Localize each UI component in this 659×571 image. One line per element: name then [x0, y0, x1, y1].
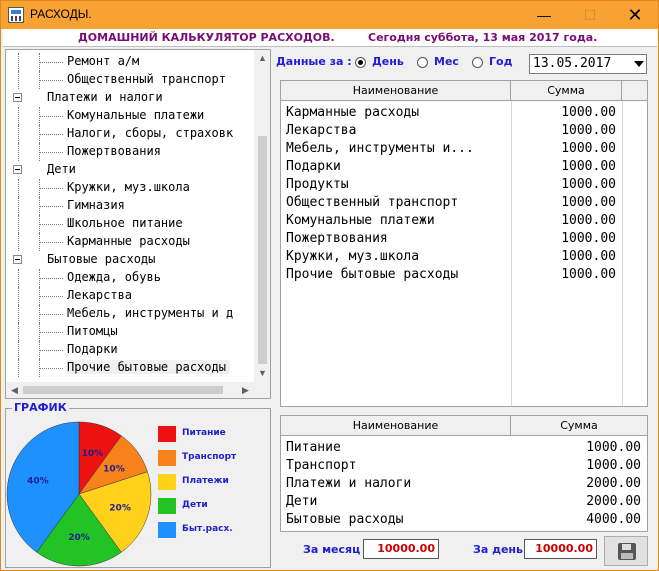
detail-table[interactable] [280, 80, 648, 407]
cell-name: Питание [286, 440, 341, 455]
tree-line [39, 80, 63, 81]
tree-line [39, 188, 63, 189]
summary-table[interactable] [280, 415, 648, 532]
pie-chart [6, 409, 156, 569]
tree-item[interactable] [6, 107, 254, 125]
tree-item[interactable] [6, 287, 254, 305]
tree-line [39, 242, 63, 243]
tree-item[interactable] [6, 215, 254, 233]
legend-label: Быт.расх. [182, 524, 233, 534]
radio-day[interactable] [355, 57, 366, 68]
tree-line [18, 143, 19, 161]
tree-item[interactable] [6, 71, 254, 89]
tree-item[interactable] [6, 233, 254, 251]
tree-line [18, 341, 19, 359]
chevron-down-icon[interactable] [634, 61, 644, 67]
cell-sum: 4000.00 [586, 512, 641, 527]
save-button[interactable] [604, 536, 648, 566]
column-header-sum[interactable]: Сумма [511, 81, 622, 101]
table-row[interactable] [281, 457, 647, 475]
tree-vertical-scrollbar[interactable] [254, 50, 271, 382]
category-tree[interactable] [5, 49, 271, 399]
tree-line [18, 125, 19, 143]
minimize-button[interactable]: — [537, 7, 551, 23]
window-title: РАСХОДЫ. [30, 7, 92, 21]
tree-horizontal-scrollbar[interactable] [6, 382, 254, 398]
graph-title: ГРАФИК [14, 401, 67, 414]
tree-line [18, 233, 19, 251]
legend-swatch [158, 498, 176, 514]
cell-sum: 1000.00 [561, 231, 616, 246]
cell-name: Подарки [286, 159, 341, 174]
tree-line [18, 197, 19, 215]
tree-line [18, 179, 19, 197]
tree-item-label: Одежда, обувь [67, 270, 161, 284]
tree-line [18, 287, 19, 305]
tree-line [39, 134, 63, 135]
column-header-name[interactable]: Наименование [281, 416, 511, 436]
tree-item-label: Налоги, сборы, страховк [67, 126, 234, 140]
tree-item-label: Дети [47, 162, 76, 176]
tree-item-label: Питомцы [67, 324, 118, 338]
table-row[interactable] [281, 493, 647, 511]
column-header-sum[interactable]: Сумма [560, 419, 598, 432]
table-row[interactable] [281, 511, 647, 529]
day-total-label: За день [473, 543, 523, 556]
tree-item[interactable] [6, 269, 254, 287]
cell-name: Прочие бытовые расходы [286, 267, 459, 282]
table-row[interactable] [281, 140, 647, 158]
tree-line [18, 305, 19, 323]
tree-item[interactable] [6, 125, 254, 143]
tree-item-label: Пожертвования [67, 144, 161, 158]
cell-name: Пожертвования [286, 231, 388, 246]
tree-item[interactable] [6, 143, 254, 161]
legend-label: Транспорт [182, 452, 237, 462]
tree-item-label: Кружки, муз.школа [67, 180, 190, 194]
tree-line [39, 350, 63, 351]
legend-swatch [158, 426, 176, 442]
legend-swatch [158, 474, 176, 490]
table-row[interactable] [281, 266, 647, 284]
tree-line [39, 62, 63, 63]
scroll-left-icon[interactable]: ◀ [11, 385, 18, 395]
tree-item[interactable] [6, 53, 254, 71]
summary-table-header [281, 416, 647, 436]
pie-slice-label: 20% [68, 533, 90, 544]
tree-line [39, 278, 63, 279]
day-total-value: 10000.00 [524, 539, 597, 559]
cell-sum: 2000.00 [586, 494, 641, 509]
table-row[interactable] [281, 475, 647, 493]
cell-name: Дети [286, 494, 318, 509]
calculator-icon [8, 7, 24, 23]
tree-item-label: Подарки [67, 342, 118, 356]
pie-slice-label: 10% [81, 448, 104, 459]
tree-item[interactable] [6, 89, 254, 107]
tree-item[interactable] [6, 359, 254, 377]
legend-swatch [158, 450, 176, 466]
collapse-icon[interactable] [13, 255, 22, 264]
close-button[interactable]: ✕ [627, 5, 643, 25]
legend-swatch [158, 522, 176, 538]
legend-label: Платежи [182, 476, 229, 486]
tree-item-label: Школьное питание [67, 216, 183, 230]
table-row[interactable] [281, 230, 647, 248]
cell-sum: 1000.00 [561, 159, 616, 174]
collapse-icon[interactable] [13, 165, 22, 174]
tree-item-label: Карманные расходы [67, 234, 190, 248]
cell-sum: 1000.00 [561, 249, 616, 264]
tree-line [39, 152, 63, 153]
tree-item-label: Общественный транспорт [67, 72, 226, 86]
tree-item[interactable] [6, 323, 254, 341]
pie-slice-label: 40% [27, 476, 49, 487]
radio-year-label[interactable]: Год [489, 55, 513, 68]
tree-line [39, 206, 63, 207]
tree-item-label: Гимназия [67, 198, 125, 212]
radio-month-label[interactable]: Мес [434, 55, 459, 68]
floppy-disk-icon [618, 543, 636, 560]
pie-slice-label: 10% [103, 464, 125, 475]
maximize-button[interactable]: ☐ [583, 7, 597, 23]
tree-item[interactable] [6, 305, 254, 323]
tree-line [39, 314, 63, 315]
table-row[interactable] [281, 439, 647, 457]
table-row[interactable] [281, 158, 647, 176]
tree-item-label: Платежи и налоги [47, 90, 163, 104]
legend-label: Дети [182, 500, 208, 510]
cell-name: Транспорт [286, 458, 357, 473]
cell-name: Бытовые расходы [286, 512, 404, 527]
scroll-corner [254, 382, 271, 398]
tree-line [18, 53, 19, 71]
cell-sum: 2000.00 [586, 476, 641, 491]
graph-panel [5, 401, 271, 568]
table-row[interactable] [281, 212, 647, 230]
pie-slice-label: 20% [109, 503, 131, 514]
radio-month[interactable] [417, 57, 428, 68]
cell-sum: 1000.00 [561, 267, 616, 282]
radio-year[interactable] [472, 57, 483, 68]
tree-line [18, 107, 19, 125]
tree-item-label: Мебель, инструменты и д [67, 306, 234, 320]
legend-label: Питание [182, 428, 226, 438]
cell-sum: 1000.00 [561, 195, 616, 210]
scroll-right-icon[interactable]: ▶ [242, 385, 249, 395]
cell-name: Платежи и налоги [286, 476, 412, 491]
tree-rows [6, 53, 254, 377]
scroll-up-icon[interactable]: ▲ [258, 53, 267, 63]
tree-line [18, 215, 19, 233]
tree-item[interactable] [6, 179, 254, 197]
cell-name: Комунальные платежи [286, 213, 435, 228]
tree-item-label: Лекарства [67, 288, 133, 302]
date-picker[interactable] [529, 54, 647, 74]
tree-line [39, 224, 63, 225]
tree-line [39, 296, 63, 297]
cell-name: Лекарства [286, 123, 357, 138]
month-total-label: За месяц [303, 543, 361, 556]
tree-item-label: Комунальные платежи [67, 108, 205, 122]
tree-line [18, 71, 19, 89]
detail-table-header [281, 81, 647, 101]
title-bar [1, 1, 658, 29]
tree-item-label: Ремонт а/м [67, 54, 140, 68]
hscroll-thumb[interactable] [23, 386, 223, 394]
month-total-value: 10000.00 [363, 539, 439, 559]
date-value: 13.05.2017 [533, 56, 612, 71]
period-label: Данные за : [276, 55, 352, 68]
cell-sum: 1000.00 [561, 141, 616, 156]
cell-name: Кружки, муз.школа [286, 249, 420, 264]
app-name: ДОМАШНИЙ КАЛЬКУЛЯТОР РАСХОДОВ. [78, 31, 335, 44]
tree-item[interactable] [6, 197, 254, 215]
cell-sum: 1000.00 [561, 177, 616, 192]
tree-line [18, 359, 19, 377]
cell-name: Общественный транспорт [286, 195, 459, 210]
table-row[interactable] [281, 194, 647, 212]
scroll-down-icon[interactable]: ▼ [258, 368, 267, 378]
tree-line [39, 116, 63, 117]
tree-line [39, 368, 63, 369]
tree-item-label: Прочие бытовые расходы [67, 360, 230, 374]
tree-item-label: Бытовые расходы [47, 252, 156, 266]
tree-line [18, 323, 19, 341]
tree-line [39, 332, 63, 333]
cell-sum: 1000.00 [561, 213, 616, 228]
cell-sum: 1000.00 [561, 105, 616, 120]
table-row[interactable] [281, 104, 647, 122]
cell-name: Мебель, инструменты и... [286, 141, 474, 156]
cell-sum: 1000.00 [586, 458, 641, 473]
tree-item[interactable] [6, 341, 254, 359]
table-row[interactable] [281, 176, 647, 194]
cell-name: Карманные расходы [286, 105, 420, 120]
table-row[interactable] [281, 122, 647, 140]
radio-day-label[interactable]: День [372, 55, 404, 68]
tree-item[interactable] [6, 251, 254, 269]
column-header-name[interactable]: Наименование [281, 81, 511, 101]
table-row[interactable] [281, 248, 647, 266]
cell-name: Продукты [286, 177, 349, 192]
tree-item[interactable] [6, 161, 254, 179]
cell-sum: 1000.00 [561, 123, 616, 138]
scroll-thumb[interactable] [258, 136, 267, 364]
header-bar [3, 29, 657, 47]
collapse-icon[interactable] [13, 93, 22, 102]
today-date: Сегодня суббота, 13 мая 2017 года. [368, 31, 598, 44]
cell-sum: 1000.00 [586, 440, 641, 455]
tree-line [18, 269, 19, 287]
